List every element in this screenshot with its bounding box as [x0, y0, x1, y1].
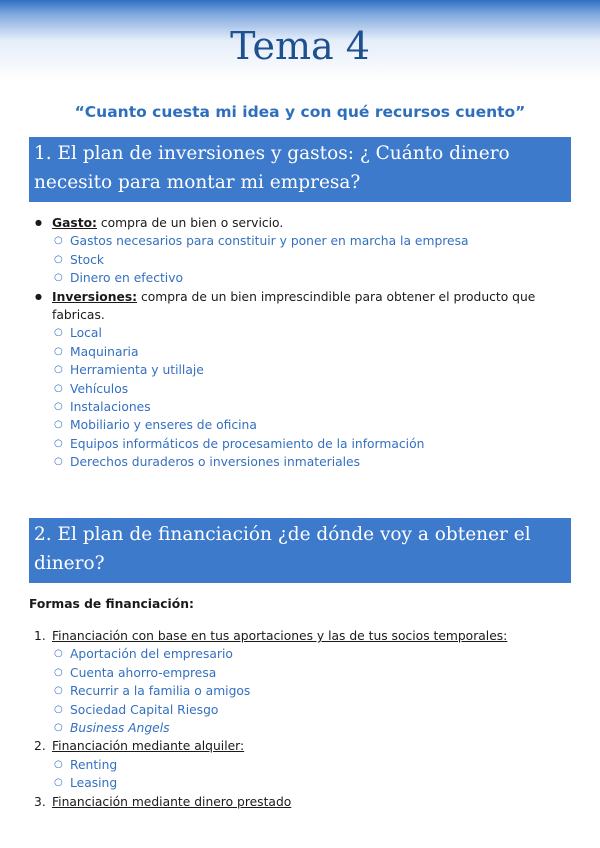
financing-forms-label: Formas de financiación: [29, 597, 194, 611]
sublist-item: ○ Dinero en efectivo [52, 269, 574, 287]
term-inversiones: Inversiones: [52, 289, 138, 304]
section-1-heading-line-2: necesito para montar mi empresa? [34, 172, 361, 193]
item-number: 1. [34, 629, 46, 643]
own-contributions-sublist [52, 645, 574, 737]
financing-item-own-contributions [29, 627, 574, 737]
sublist-item: ○ Vehículos [52, 380, 574, 398]
page-subtitle: “Cuanto cuesta mi idea y con qué recursos cuento” [74, 103, 526, 121]
sublist-item: ○ Stock [52, 251, 574, 269]
page-title: Tema 4 [230, 24, 370, 68]
sublist-item: ○ Sociedad Capital Riesgo [52, 701, 574, 719]
sublist-item: ○ Instalaciones [52, 398, 574, 416]
sublist-item: ○ Mobiliario y enseres de oficina [52, 416, 574, 434]
section-2-heading-line-2: dinero? [34, 553, 105, 574]
sublist-item: ○ Maquinaria [52, 343, 574, 361]
financing-item-rental [29, 737, 574, 792]
financing-item-label: Financiación con base en tus aportaciones y las de tus socios temporales: [52, 629, 508, 643]
list-item-inversiones [29, 288, 574, 472]
sublist-item: ○ Local [52, 324, 574, 342]
item-number: 2. [34, 739, 46, 754]
sublist-item: ○ Renting [52, 756, 574, 774]
section-1-heading-line-1: 1. El plan de inversiones y gastos: ¿ Cuánto dinero [34, 143, 510, 164]
sublist-item: ○ Gastos necesarios para constituir y poner en marcha la empresa [52, 232, 574, 250]
financing-item-loan [29, 793, 574, 811]
rental-sublist [52, 756, 574, 793]
section-1-heading [29, 137, 571, 202]
inversiones-sublist [52, 324, 574, 471]
financing-item-label: Financiación mediante dinero prestado [52, 794, 292, 809]
sublist-item: ○ Business Angels [52, 719, 574, 737]
sublist-item: ○ Recurrir a la familia o amigos [52, 682, 574, 700]
sublist-item: ○ Aportación del empresario [52, 645, 574, 663]
list-item-gasto [29, 214, 574, 288]
financing-list [29, 627, 574, 811]
term-gasto: Gasto: [52, 216, 97, 230]
section-2-heading [29, 518, 571, 583]
sublist-item: ○ Herramienta y utillaje [52, 361, 574, 379]
gasto-sublist [52, 232, 574, 287]
item-number: 3. [34, 794, 46, 809]
sublist-item: ○ Cuenta ahorro-empresa [52, 664, 574, 682]
sublist-item: ○ Leasing [52, 774, 574, 792]
sublist-item: ○ Equipos informáticos de procesamiento de la información [52, 435, 574, 453]
definition-gasto: compra de un bien o servicio. [96, 216, 284, 230]
financing-item-label: Financiación mediante alquiler: [52, 739, 245, 754]
section-2-heading-line-1: 2. El plan de financiación ¿de dónde voy a obtener el [34, 524, 531, 545]
expenses-investments-list [29, 214, 574, 472]
definition-inversiones: compra de un bien imprescindible para obtener el producto que fabricas. [52, 289, 536, 323]
sublist-item: ○ Derechos duraderos o inversiones inmateriales [52, 453, 574, 471]
